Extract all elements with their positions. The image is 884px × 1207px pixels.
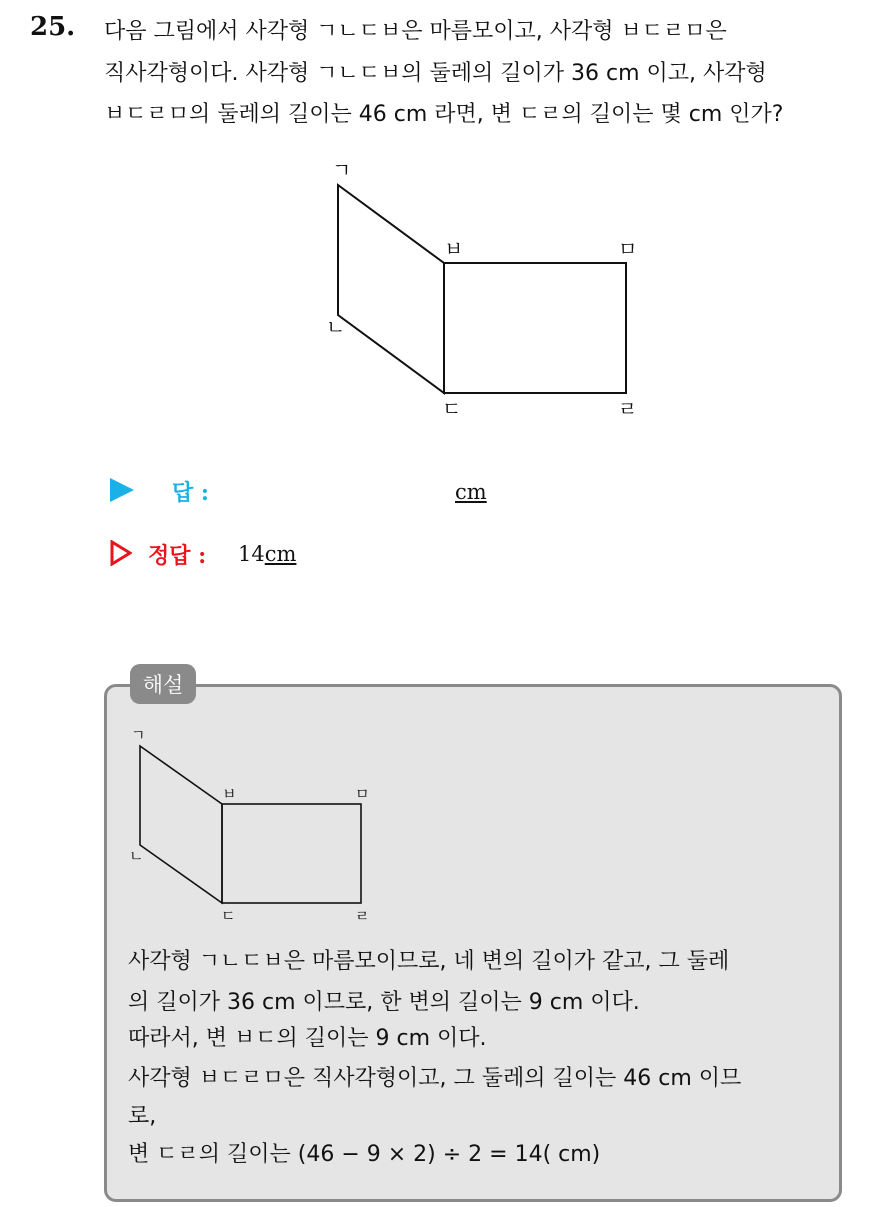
explanation-rhombus-shape <box>140 746 222 903</box>
vertex-label-n: ㄴ <box>326 315 346 339</box>
correct-answer-unit: cm <box>264 542 297 566</box>
question-number: 25. <box>30 12 76 42</box>
explanation-tab: 해설 <box>130 664 196 704</box>
vertex-label-g: ㄱ <box>332 158 352 182</box>
question-text-line-3: ㅂㄷㄹㅁ의 둘레의 길이는 46 cm 라면, 변 ㄷㄹ의 길이는 몇 cm 인가? <box>104 102 784 127</box>
explanation-vertex-label-g: ㄱ <box>131 726 146 744</box>
explanation-rectangle-shape <box>222 804 361 903</box>
answer-unit: cm <box>455 480 487 504</box>
answer-label: 답 : <box>172 480 210 506</box>
explanation-vertex-label-d: ㄷ <box>221 907 236 925</box>
question-text-line-1: 다음 그림에서 사각형 ㄱㄴㄷㅂ은 마름모이고, 사각형 ㅂㄷㄹㅁ은 <box>104 19 727 44</box>
correct-answer-label: 정답 : <box>148 543 207 569</box>
vertex-label-d: ㄷ <box>442 397 462 421</box>
explanation-line-2: 의 길이가 36 cm 이므로, 한 변의 길이는 9 cm 이다. <box>128 990 640 1015</box>
explanation-line-4: 사각형 ㅂㄷㄹㅁ은 직사각형이고, 그 둘레의 길이는 46 cm 이므 <box>128 1066 742 1091</box>
vertex-label-r: ㄹ <box>618 397 638 421</box>
explanation-vertex-label-r: ㄹ <box>355 907 370 925</box>
vertex-label-m: ㅁ <box>618 237 638 261</box>
explanation-vertex-label-n: ㄴ <box>129 847 144 865</box>
explanation-vertex-label-m: ㅁ <box>355 785 370 803</box>
explanation-vertex-label-b: ㅂ <box>222 785 237 803</box>
explanation-line-1: 사각형 ㄱㄴㄷㅂ은 마름모이므로, 네 변의 길이가 같고, 그 둘레 <box>128 949 730 974</box>
question-text-line-2: 직사각형이다. 사각형 ㄱㄴㄷㅂ의 둘레의 길이가 36 cm 이고, 사각형 <box>104 61 767 86</box>
explanation-line-6: 변 ㄷㄹ의 길이는 (46 − 9 × 2) ÷ 2 = 14( cm) <box>128 1142 601 1167</box>
explanation-line-5: 로, <box>128 1104 157 1129</box>
correct-answer-number: 14 <box>238 542 265 566</box>
explanation-line-3: 따라서, 변 ㅂㄷ의 길이는 9 cm 이다. <box>128 1026 487 1051</box>
vertex-label-b: ㅂ <box>444 237 464 261</box>
